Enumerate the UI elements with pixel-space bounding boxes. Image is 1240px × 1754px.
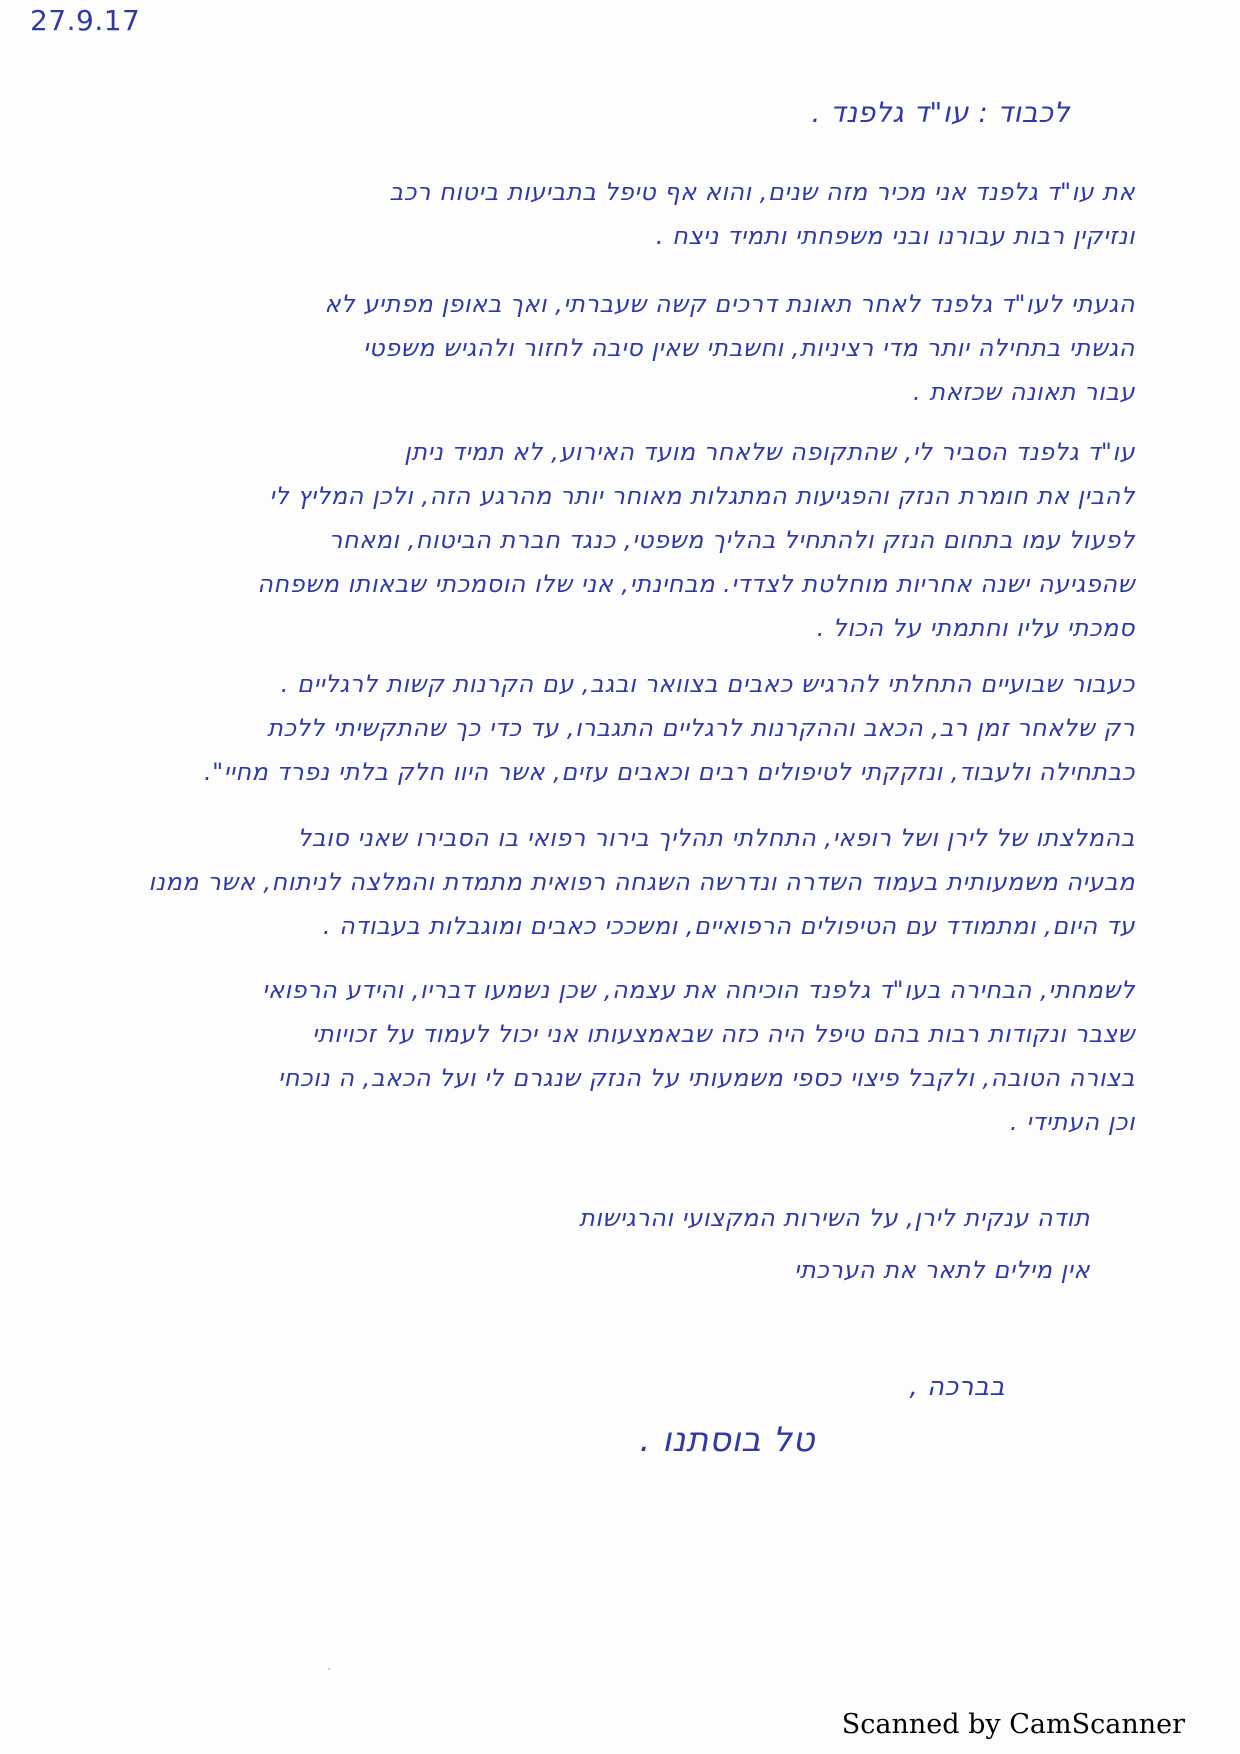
- paragraph-line: הגעתי לעו"ד גלפנד לאחר תאונת דרכים קשה שעברתי, ואך באופן מפתיע לא: [324, 290, 1135, 318]
- letter-paragraph-6: [75, 968, 1135, 1144]
- paragraph-line: כבתחילה ולעבוד, ונזקקתי לטיפולים רבים וכאבים עזים, אשר היוו חלק בלתי נפרד מחיי".: [203, 758, 1135, 786]
- paragraph-line: עבור תאונה שכזאת .: [913, 378, 1135, 406]
- paragraph-line: שהפגיעה ישנה אחריות מוחלטת לצדדי. מבחינתי, אני שלו הוסמכתי שבאותו משפחה: [257, 570, 1135, 598]
- paragraph-line: עד היום, ומתמודד עם הטיפולים הרפואיים, ומשככי כאבים ומוגבלות בעבודה .: [322, 912, 1135, 940]
- paragraph-line: בצורה הטובה, ולקבל פיצוי כספי משמעותי על הנזק שנגרם לי ועל הכאב, ה נוכחי: [277, 1064, 1135, 1092]
- paragraph-line: כעבור שבועיים התחלתי להרגיש כאבים בצוואר ובגב, עם הקרנות קשות לרגליים .: [280, 670, 1135, 698]
- letter-closing: בברכה ,: [909, 1372, 1005, 1402]
- letter-paragraph-5: [75, 816, 1135, 948]
- paragraph-line: מבעיה משמעותית בעמוד השדרה ונדרשה השגחה רפואית מתמדת והמלצה לניתוח, אשר ממנו: [148, 868, 1135, 896]
- paragraph-line: בהמלצתו של לירן ושל רופאי, התחלתי תהליך בירור רפואי בו הסבירו שאני סובל: [297, 824, 1135, 852]
- letter-paragraph-4: [75, 662, 1135, 794]
- letter-salutation: לכבוד : עו"ד גלפנד .: [811, 96, 1070, 129]
- paragraph-line: את עו"ד גלפנד אני מכיר מזה שנים, והוא אף טיפל בתביעות ביטוח רכב: [389, 178, 1135, 206]
- paragraph-line: ונזיקין רבות עבורנו ובני משפחתי ותמיד ניצח .: [655, 222, 1135, 250]
- paragraph-line: סמכתי עליו וחתמתי על הכול .: [816, 614, 1135, 642]
- signature: טל בוסתנו .: [639, 1420, 815, 1460]
- letter-paragraph-3: [75, 430, 1135, 650]
- thanks-line: תודה ענקית לירן, על השירות המקצועי והרגישות: [579, 1204, 1090, 1232]
- camscanner-watermark: Scanned by CamScanner: [841, 1709, 1185, 1740]
- paragraph-line: וכן העתידי .: [1010, 1108, 1135, 1136]
- thank-you-note: [579, 1192, 1090, 1296]
- paragraph-line: להבין את חומרת הנזק והפגיעות המתגלות מאוחר יותר מהרגע הזה, ולכן המליץ לי: [269, 482, 1135, 510]
- paragraph-line: רק שלאחר זמן רב, הכאב וההקרנות לרגליים התגברו, עד כדי כך שהתקשיתי ללכת: [267, 714, 1135, 742]
- letter-paragraph-2: [75, 282, 1135, 414]
- letter-date: 27.9.17: [30, 4, 141, 37]
- paragraph-line: לשמחתי, הבחירה בעו"ד גלפנד הוכיחה את עצמה, שכן נשמעו דבריו, והידע הרפואי: [262, 976, 1135, 1004]
- scan-speck: [328, 1668, 330, 1670]
- paragraph-line: עו"ד גלפנד הסביר לי, שהתקופה שלאחר מועד האירוע, לא תמיד ניתן: [404, 438, 1135, 466]
- paragraph-line: שצבר ונקודות רבות בהם טיפל היה כזה שבאמצעותו אני יכול לעמוד על זכויותי: [312, 1020, 1135, 1048]
- letter-paragraph-1: [75, 170, 1135, 258]
- paragraph-line: לפעול עמו בתחום הנזק ולהתחיל בהליך משפטי, כנגד חברת הביטוח, ומאחר: [328, 526, 1135, 554]
- paragraph-line: הגשתי בתחילה יותר מדי רציניות, וחשבתי שאין סיבה לחזור ולהגיש משפטי: [363, 334, 1135, 362]
- thanks-line: אין מילים לתאר את הערכתי: [794, 1256, 1090, 1284]
